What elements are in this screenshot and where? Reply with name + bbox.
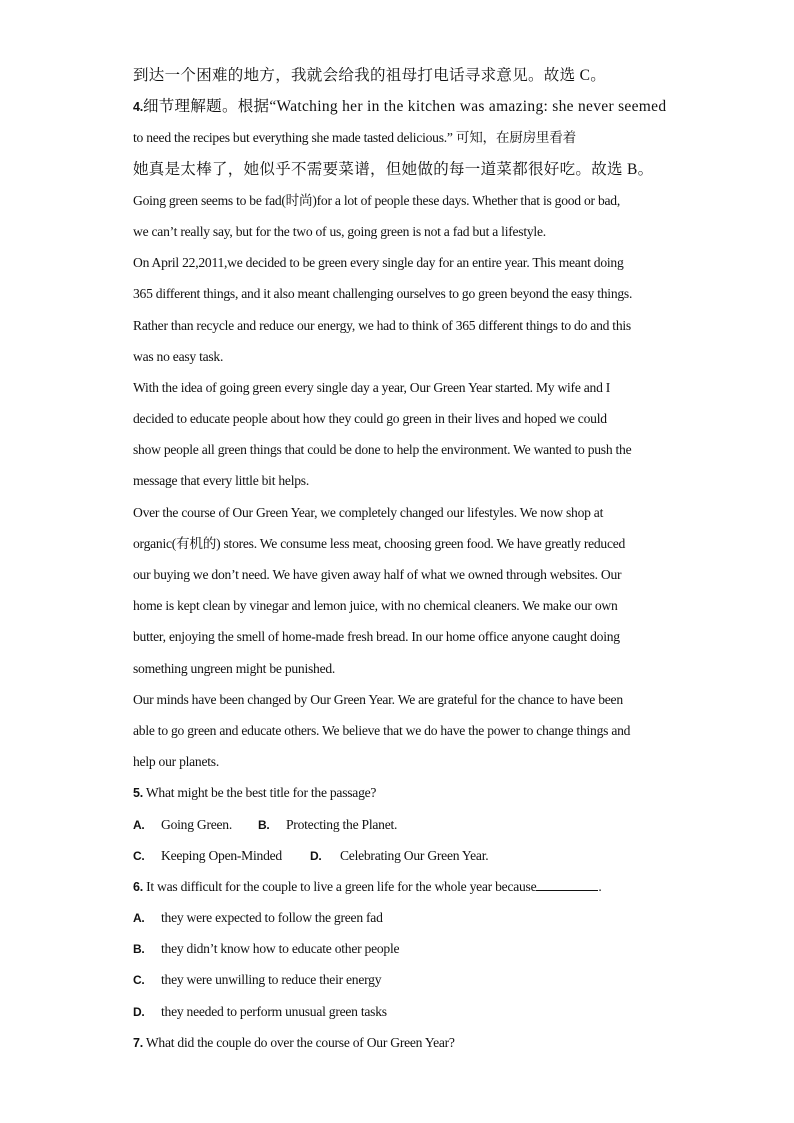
question-5 [133, 777, 663, 808]
passage-line: With the idea of going green every single day a year, Our Green Year started. My wife and I [133, 379, 611, 395]
question-7 [133, 1027, 663, 1058]
passage-line: decided to educate people about how they could go green in their lives and hoped we could [133, 411, 607, 427]
passage-line: message that every little bit helps. [133, 473, 309, 489]
passage-line: Rather than recycle and reduce our energy, we had to think of 365 different things to do and this [133, 317, 631, 333]
passage-line: organic(有机的) stores. We consume less meat, choosing green food. We have greatly reduced [133, 535, 626, 551]
option-d-text: they needed to perform unusual green tasks [161, 1003, 387, 1019]
passage-line: our buying we don’t need. We have given away half of what we owned through websites. Our [133, 567, 622, 582]
question-6-option-d [133, 996, 663, 1027]
option-a-text: Going Green. [161, 816, 232, 832]
option-b-text: they didn’t know how to educate other people [161, 941, 400, 957]
option-c-text: they were unwilling to reduce their energy [161, 972, 382, 988]
question-number: 7. [133, 1035, 143, 1050]
question-6 [133, 871, 663, 902]
question-number: 6. [133, 879, 143, 894]
option-c-text: Keeping Open-Minded [161, 847, 282, 863]
passage-line: butter, enjoying the smell of home-made fresh bread. In our home office anyone caught doing [133, 629, 620, 645]
question-text: It was difficult for the couple to live a green life for the whole year because [146, 878, 537, 894]
option-d-label: D. [133, 1004, 145, 1019]
passage-line: was no easy task. [133, 348, 224, 364]
question-text: What did the couple do over the course of Our Green Year? [145, 1034, 455, 1050]
option-a-label: A. [133, 817, 145, 832]
passage-line: 365 different things, and it also meant challenging ourselves to go green beyond the easy things. [133, 286, 633, 302]
explanation-text: 细节理解题。根据“Watching her in the kitchen was amazing: she never seemed [142, 98, 667, 116]
option-c-label: C. [133, 848, 145, 863]
option-a-text: they were expected to follow the green fad [161, 910, 383, 926]
answer-blank [536, 878, 598, 891]
passage-line: help our planets. [133, 754, 219, 770]
passage-line: Over the course of Our Green Year, we completely changed our lifestyles. We now shop at [133, 504, 604, 520]
passage-line: On April 22,2011,we decided to be green every single day for an entire year. This meant doing [133, 255, 624, 271]
passage-line: Our minds have been changed by Our Green Year. We are grateful for the chance to have been [133, 691, 623, 707]
passage-line: show people all green things that could be done to help the environment. We wanted to push the [133, 442, 632, 458]
explanation-line: 她真是太棒了，她似乎不需要菜谱，但她做的每一道菜都很好吃。故选 B。 [133, 160, 654, 178]
question-end: . [598, 878, 602, 894]
question-6-option-b [133, 933, 663, 964]
passage-line: something ungreen might be punished. [133, 660, 336, 676]
question-number: 5. [133, 786, 143, 801]
passage-line: able to go green and educate others. We believe that we do have the power to change things and [133, 722, 631, 738]
explanation-line: 到达一个困难的地方，我就会给我的祖母打电话寻求意见。故选 C。 [133, 67, 607, 84]
question-6-option-a [133, 902, 663, 933]
passage-line: we can’t really say, but for the two of us, going green is not a fad but a lifestyle. [133, 223, 546, 239]
question-5-options-cd [133, 840, 663, 871]
question-text: What might be the best title for the passage? [145, 785, 377, 801]
question-6-option-c [133, 964, 663, 995]
option-a-label: A. [133, 911, 145, 926]
option-b-text: Protecting the Planet. [286, 816, 398, 832]
option-d-text: Celebrating Our Green Year. [339, 847, 489, 863]
option-b-label: B. [258, 817, 270, 832]
passage-line: Going green seems to be fad(时尚)for a lot of people these days. Whether that is good or bad, [133, 192, 620, 208]
question-number: 4. [133, 100, 143, 115]
question-4-explanation [133, 91, 667, 122]
passage-line: home is kept clean by vinegar and lemon juice, with no chemical cleaners. We make our own [133, 598, 618, 614]
option-b-label: B. [133, 942, 145, 957]
explanation-line: to need the recipes but everything she made tasted delicious.” 可知，在厨房里看着 [133, 130, 576, 146]
option-d-label: D. [309, 848, 322, 863]
question-5-options-ab [133, 809, 663, 840]
option-c-label: C. [133, 973, 145, 988]
document-page [133, 60, 667, 1058]
